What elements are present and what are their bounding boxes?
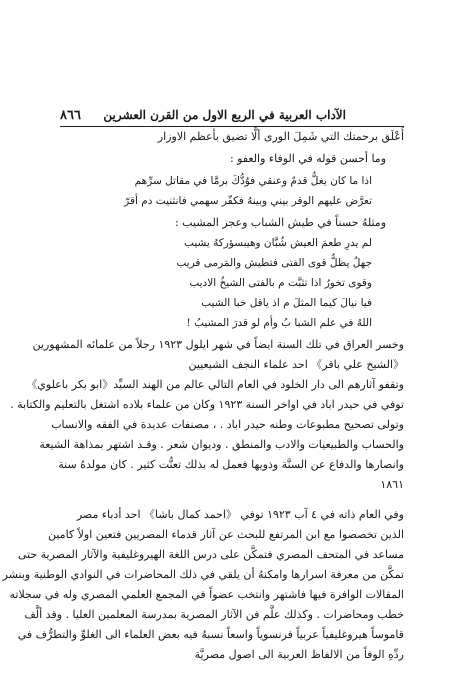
text-line: وفي العام ذاته في ٤ آب ١٩٢٣ توفي 《احمد كمال باشا》 احد أدباء مصر xyxy=(76,508,404,521)
text-line: قاموساً هيروغليفياً عربياً فرنسوياً واسعاً نسبهُ فيه بعض العلماء الى الغلوِّ والتطرُّف في xyxy=(17,628,404,641)
text-line: وتقفو آثارهم الى دار الخلود في العام التالي عالم من الهند السيِّد《ابو بكر باعلوي》 xyxy=(26,378,404,391)
verse-line: لم يدرِ طعمَ العيش شُبَّان وهيبسؤركهُ يشيب xyxy=(184,237,372,249)
text-line: ومثلهُ حسناً في طيش الشباب وعجز المشيب : xyxy=(174,216,386,229)
text-line: 《الشيخ علي باقر》 احد علماء النجف الشيعيين xyxy=(188,358,404,371)
text-line: وانصارها والدفاع عن السنَّة وذويها فعمل له بذلك تعنُّت كثير . كان مولدهُ سنة xyxy=(58,458,404,471)
verse-line: اللهُ في علم الشبا بُ وأم لو قدرَ المشيبُ ! xyxy=(186,317,372,329)
verse-line: وقوى تخورُ اذا تثبَّت م بالفتى الشيخُ الاديب xyxy=(189,277,372,289)
text-line: وخسر العراق في تلك السنة ايضاً في شهر ايلول ١٩٢٣ رجلاً من علمائه المشهورين xyxy=(32,338,404,351)
text-line: الذين تخصصوا مع ابن المرتفع للبحث عن آثار قدماء المصريين فتعين اولاً كامين xyxy=(47,528,404,541)
text-line: توفي في حيدر اباد في اواخر السنة ١٩٢٣ وكان من علماء بلاده اشتغل بالتعليم والكتابة . xyxy=(10,398,404,411)
text-line: والحساب والطبيعيات والادب والمنطق . وديوان شعر . وقـد اشتهر بمذاهة الشيعة xyxy=(39,438,404,451)
text-line: ردِّهِ الوفاً من الالفاظ العربية الى اصول مصريَّة xyxy=(194,648,404,661)
verse-line: اذا ما كان يغلُّ قدمٌ وعنقي فوُدُّكَ برمَّا في مقاتل سرِّهم xyxy=(134,175,372,187)
verse-line: أَعْلَق برحمتك التي شَمِلَ الورى ألَّا تضيق بأعظم الاوزار xyxy=(157,130,404,143)
text-line: مساعد في المتحف المصري فتمكَّن على درس اللغة الهيروغليفية والآثار المصرية حتى xyxy=(17,548,404,561)
header-rule xyxy=(60,126,404,127)
text-line: وما أحسن قوله في الوفاء والعفو : xyxy=(229,152,386,165)
verse-line: تعرَّض عليهم الوقر بيني وبينهُ فكفّر سهمي فانثنيت دم أقرّ xyxy=(124,195,372,207)
header-title: الآداب العربية في الربع الاول من القرن العشرين xyxy=(103,108,346,122)
text-line: وتولى تصحيح مطبوعات وطنه حيدر اباد . ، مصنفات عديدة في الفقه والانساب xyxy=(51,418,404,431)
text-line: ١٨٦١ xyxy=(380,478,404,491)
text-line: المقالات الوافرة فيها فاشتهر وانتخب عضواً في المجمع العلمي المصري وله في سجلاته xyxy=(9,588,404,601)
text-line: خطب ومحاضرات . وكذلك علَّم فن الآثار المصرية بمدرسة المعلمين العليا . وقد ألَّف xyxy=(24,608,404,621)
page-number: ٨٦٦ xyxy=(60,108,81,123)
verse-line: جهلٌ يظلُّ قوى الفتى فتطيش والمَرمى قريب xyxy=(176,257,372,269)
verse-line: فيا نيالَ كيما المثلَ م اذ ياقل خبا الشيب xyxy=(201,297,372,309)
text-line: تمكَّن من معرفة اسرارها وامكنهُ أن يلقي في ذلك المحاضرات في النوادي الوطنية وبنشر xyxy=(2,568,404,581)
